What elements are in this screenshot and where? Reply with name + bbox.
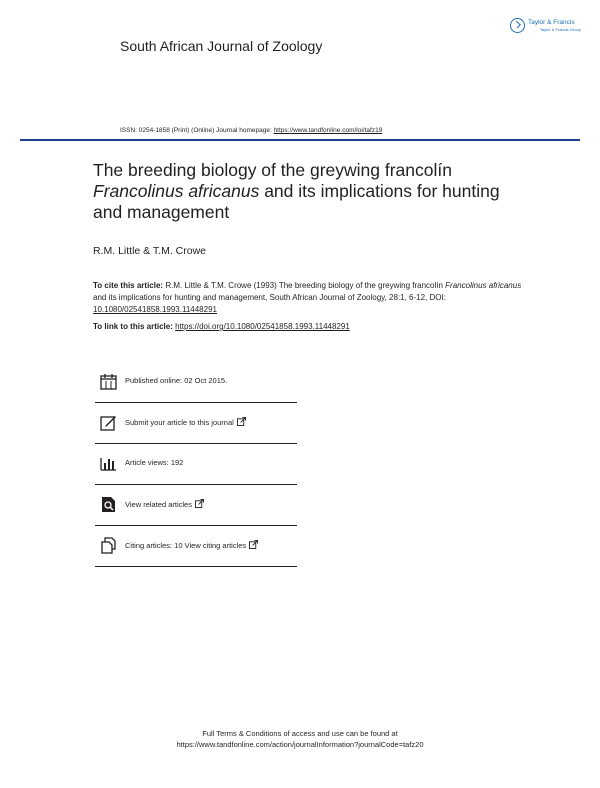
article-link-line [93, 322, 350, 331]
citation-doi-link[interactable]: 10.1080/02541858.1993.11448291 [93, 305, 217, 314]
title-line-1: The breeding biology of the greywing francolín [93, 160, 452, 180]
bar-chart-icon [100, 455, 117, 472]
published-row [95, 362, 297, 403]
citing-documents-icon [100, 537, 117, 554]
external-link-icon [249, 540, 258, 549]
published-date: Published online: 02 Oct 2015. [125, 376, 228, 385]
title-species: Francolinus africanus [93, 181, 260, 201]
external-link-icon [237, 417, 246, 426]
citation-species: Francolinus africanus [445, 281, 522, 290]
article-authors: R.M. Little & T.M. Crowe [93, 245, 206, 257]
publisher-subtitle: Taylor & Francis Group [540, 27, 581, 32]
issn-text: ISSN: 0254-1858 (Print) (Online) Journal homepage: [120, 127, 274, 134]
header-divider [20, 139, 580, 141]
citation-text-b: and its implications for hunting and management, South African Journal of Zoology, 28:1, 6-12, DOI: [93, 293, 446, 302]
related-articles-link[interactable]: View related articles [125, 500, 192, 509]
footer [0, 728, 600, 750]
document-search-icon [100, 496, 117, 513]
citing-articles-link[interactable]: Citing articles: 10 View citing articles [125, 541, 247, 550]
submit-row[interactable] [95, 403, 297, 444]
external-link-icon [195, 499, 204, 508]
calendar-icon [100, 373, 117, 390]
article-doi-link[interactable]: https://doi.org/10.1080/02541858.1993.11448291 [175, 322, 350, 331]
article-views: Article views: 192 [125, 458, 184, 467]
related-row[interactable] [95, 485, 297, 526]
journal-homepage-link[interactable]: https://www.tandfonline.com/loi/tafz19 [273, 127, 383, 134]
publisher-name: Taylor & Francis [528, 19, 575, 26]
citing-row[interactable] [95, 526, 297, 567]
footer-terms: Full Terms & Conditions of access and use can be found at [202, 729, 398, 738]
views-row [95, 444, 297, 485]
link-label: To link to this article: [93, 322, 176, 331]
title-rest: and its implications for hunting and management [93, 181, 500, 222]
citation-text-a: R.M. Little & T.M. Crowe (1993) The breeding biology of the greywing francolín [163, 281, 446, 290]
edit-icon [100, 414, 117, 431]
journal-name: South African Journal of Zoology [120, 38, 323, 54]
footer-url[interactable]: https://www.tandfonline.com/action/journalInformation?journalCode=tafz20 [176, 740, 424, 749]
citation-block [93, 280, 533, 316]
issn-line [120, 127, 382, 134]
article-title [93, 160, 533, 223]
publisher-logo[interactable] [510, 17, 580, 37]
citation-label: To cite this article: [93, 281, 164, 290]
submit-article-link[interactable]: Submit your article to this journal [125, 418, 234, 427]
